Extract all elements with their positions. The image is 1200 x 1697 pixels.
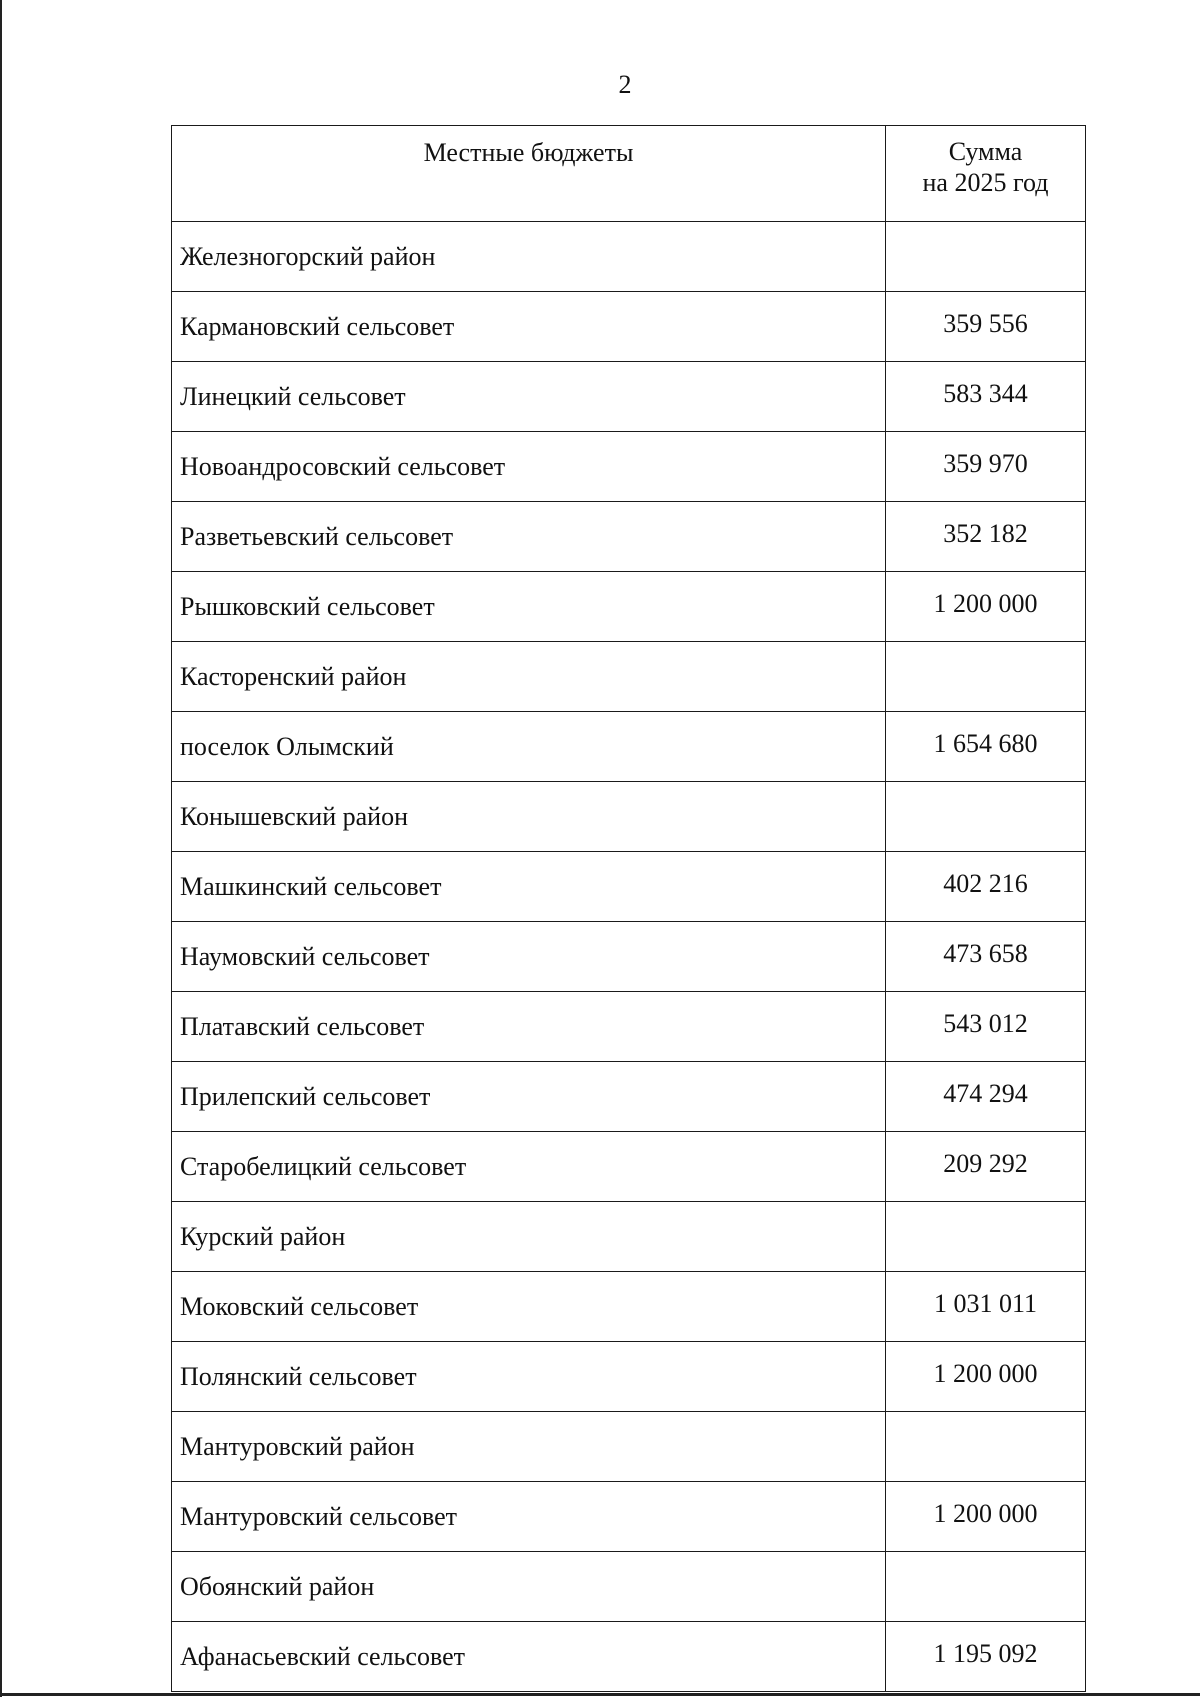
row-sum-cell: 359 556 (886, 292, 1086, 362)
table-row (172, 1132, 1086, 1202)
row-sum-cell: 1 031 011 (886, 1272, 1086, 1342)
table-row (172, 432, 1086, 502)
row-sum-cell (886, 782, 1086, 852)
row-name-cell: Мантуровский сельсовет (172, 1482, 886, 1552)
table-row (172, 1202, 1086, 1272)
row-name-cell: Курский район (172, 1202, 886, 1272)
row-sum-cell: 583 344 (886, 362, 1086, 432)
row-sum-cell (886, 1552, 1086, 1622)
row-name-cell: поселок Олымский (172, 712, 886, 782)
row-name-cell: Рышковский сельсовет (172, 572, 886, 642)
row-name-cell: Мантуровский район (172, 1412, 886, 1482)
table-row (172, 642, 1086, 712)
row-sum-cell: 473 658 (886, 922, 1086, 992)
row-name-cell: Касторенский район (172, 642, 886, 712)
row-sum-cell: 1 654 680 (886, 712, 1086, 782)
row-name-cell: Обоянский район (172, 1552, 886, 1622)
table-row (172, 572, 1086, 642)
table-row (172, 362, 1086, 432)
row-name-cell: Разветьевский сельсовет (172, 502, 886, 572)
row-sum-cell (886, 1412, 1086, 1482)
table-row (172, 1412, 1086, 1482)
page-border-left (0, 0, 2, 1697)
page-number: 2 (618, 70, 632, 99)
row-sum-cell: 474 294 (886, 1062, 1086, 1132)
row-name-cell: Линецкий сельсовет (172, 362, 886, 432)
row-name-cell: Наумовский сельсовет (172, 922, 886, 992)
row-sum-cell: 1 200 000 (886, 1482, 1086, 1552)
row-name-cell: Кармановский сельсовет (172, 292, 886, 362)
row-name-cell: Моковский сельсовет (172, 1272, 886, 1342)
table-row (172, 1342, 1086, 1412)
table-row (172, 852, 1086, 922)
row-name-cell: Старобелицкий сельсовет (172, 1132, 886, 1202)
row-sum-cell: 352 182 (886, 502, 1086, 572)
row-sum-cell: 209 292 (886, 1132, 1086, 1202)
page-border-bottom (0, 1693, 1200, 1696)
row-sum-cell: 1 200 000 (886, 572, 1086, 642)
row-sum-cell: 1 195 092 (886, 1622, 1086, 1692)
row-sum-cell: 402 216 (886, 852, 1086, 922)
table-row (172, 922, 1086, 992)
table-row (172, 992, 1086, 1062)
row-sum-cell (886, 1202, 1086, 1272)
table-row (172, 1062, 1086, 1132)
table-row (172, 1552, 1086, 1622)
header-sum-line2: на 2025 год (922, 168, 1049, 197)
table-header-row (172, 126, 1086, 222)
row-sum-cell: 359 970 (886, 432, 1086, 502)
row-sum-cell: 1 200 000 (886, 1342, 1086, 1412)
row-name-cell: Новоандросовский сельсовет (172, 432, 886, 502)
table-row (172, 782, 1086, 852)
row-name-cell: Афанасьевский сельсовет (172, 1622, 886, 1692)
row-name-cell: Платавский сельсовет (172, 992, 886, 1062)
table-row (172, 292, 1086, 362)
row-name-cell: Конышевский район (172, 782, 886, 852)
header-local-budgets: Местные бюджеты (172, 126, 886, 222)
table-row (172, 502, 1086, 572)
table-row (172, 1272, 1086, 1342)
header-sum-line1: Сумма (948, 137, 1023, 166)
row-sum-cell (886, 642, 1086, 712)
table-row (172, 222, 1086, 292)
row-name-cell: Машкинский сельсовет (172, 852, 886, 922)
row-sum-cell (886, 222, 1086, 292)
row-name-cell: Прилепский сельсовет (172, 1062, 886, 1132)
row-sum-cell: 543 012 (886, 992, 1086, 1062)
row-name-cell: Железногорский район (172, 222, 886, 292)
table-row (172, 1482, 1086, 1552)
row-name-cell: Полянский сельсовет (172, 1342, 886, 1412)
header-sum (886, 126, 1086, 222)
table-row (172, 1622, 1086, 1692)
table-row (172, 712, 1086, 782)
budget-table (171, 125, 1086, 1692)
